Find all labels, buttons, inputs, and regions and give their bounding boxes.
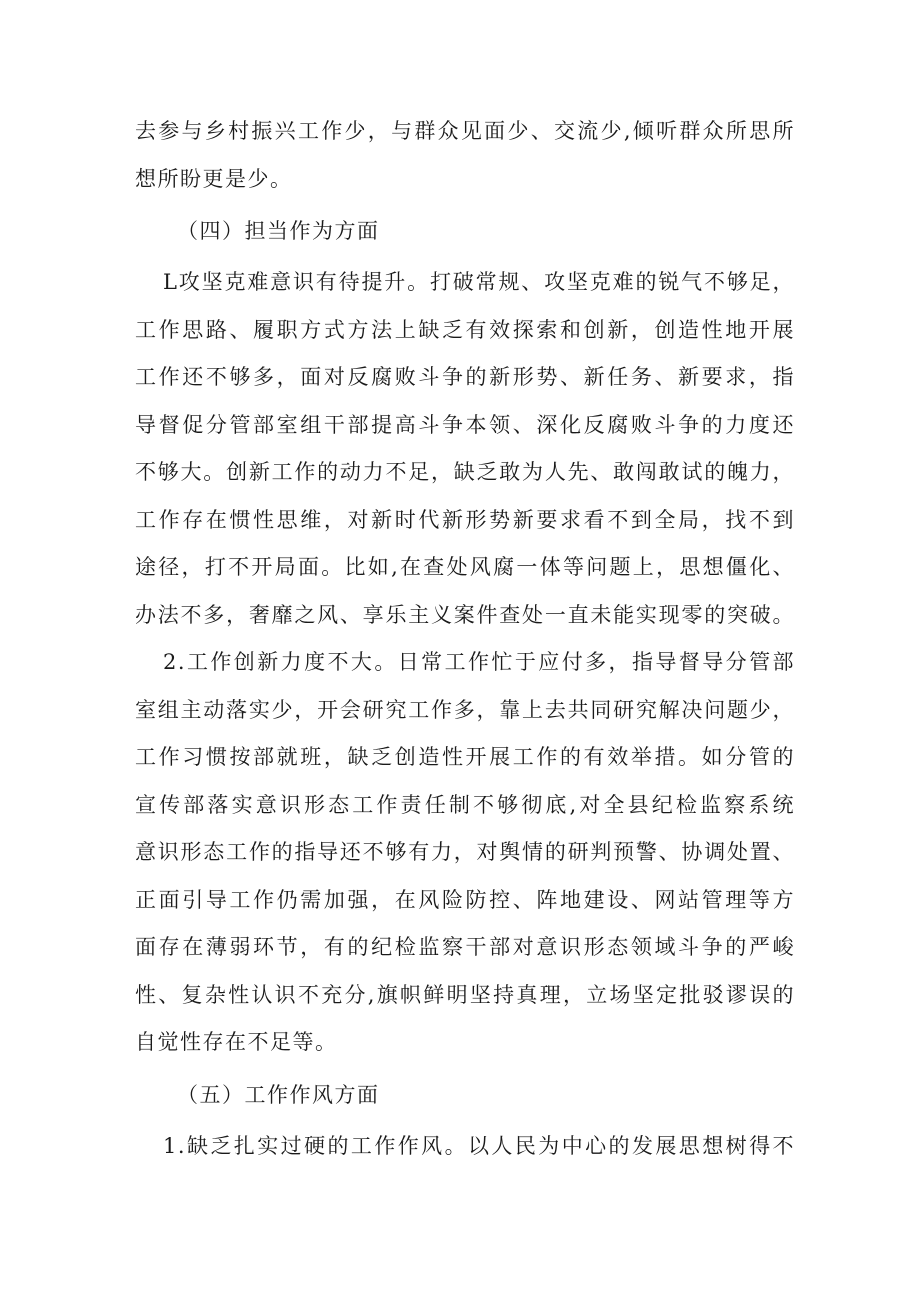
text-line: 工作还不够多，面对反腐败斗争的新形势、新任务、新要求，指 — [135, 365, 795, 389]
text-line: 去参与乡村振兴工作少，与群众见面少、交流少,倾听群众所思所 — [135, 119, 795, 143]
document-body — [135, 108, 795, 1170]
text-line: 面存在薄弱环节，有的纪检监察干部对意识形态领域斗争的严峻 — [135, 935, 795, 959]
text-line: 途径，打不开局面。比如,在查处风腐一体等问题上，思想僵化、 — [135, 555, 795, 579]
text-line: 工作习惯按部就班，缺乏创造性开展工作的有效举措。如分管的 — [135, 745, 795, 769]
text-line: 室组主动落实少，开会研究工作多，靠上去共同研究解决问题少， — [135, 697, 795, 722]
text-line: 意识形态工作的指导还不够有力，对舆情的研判预警、协调处置、 — [135, 840, 795, 864]
paragraph-last-line: 自觉性存在不足等。 — [135, 1030, 338, 1054]
paragraph-first-line: 1.缺乏扎实过硬的工作作风。以人民为中心的发展思想树得不 — [163, 1133, 795, 1158]
text-line: 正面引导工作仍需加强，在风险防控、阵地建设、网站管理等方 — [135, 887, 795, 912]
paragraph-last-line: 想所盼更是少。 — [135, 166, 293, 191]
paragraph-first-line: L攻坚克难意识有待提升。打破常规、攻坚克难的锐气不够足， — [163, 270, 795, 294]
section-heading: （五）工作作风方面 — [177, 1082, 380, 1107]
text-line: 工作存在惯性思维，对新时代新形势新要求看不到全局，找不到 — [135, 507, 795, 532]
text-line: 性、复杂性认识不充分,旗帜鲜明坚持真理，立场坚定批驳谬误的 — [135, 982, 795, 1007]
text-line: 宣传部落实意识形态工作责任制不够彻底,对全县纪检监察系统 — [135, 792, 795, 817]
text-line: 工作思路、履职方式方法上缺乏有效探索和创新，创造性地开展 — [135, 317, 795, 342]
text-line: 不够大。创新工作的动力不足，缺乏敢为人先、敢闯敢试的魄力， — [135, 460, 795, 484]
paragraph-first-line: 2.工作创新力度不大。日常工作忙于应付多，指导督导分管部 — [163, 650, 795, 674]
section-heading: （四）担当作为方面 — [177, 219, 380, 243]
text-line: 办法不多，奢靡之风、享乐主义案件查处一直未能实现零的突破。 — [135, 602, 795, 627]
text-line: 导督促分管部室组干部提高斗争本领、深化反腐败斗争的力度还 — [135, 412, 795, 437]
